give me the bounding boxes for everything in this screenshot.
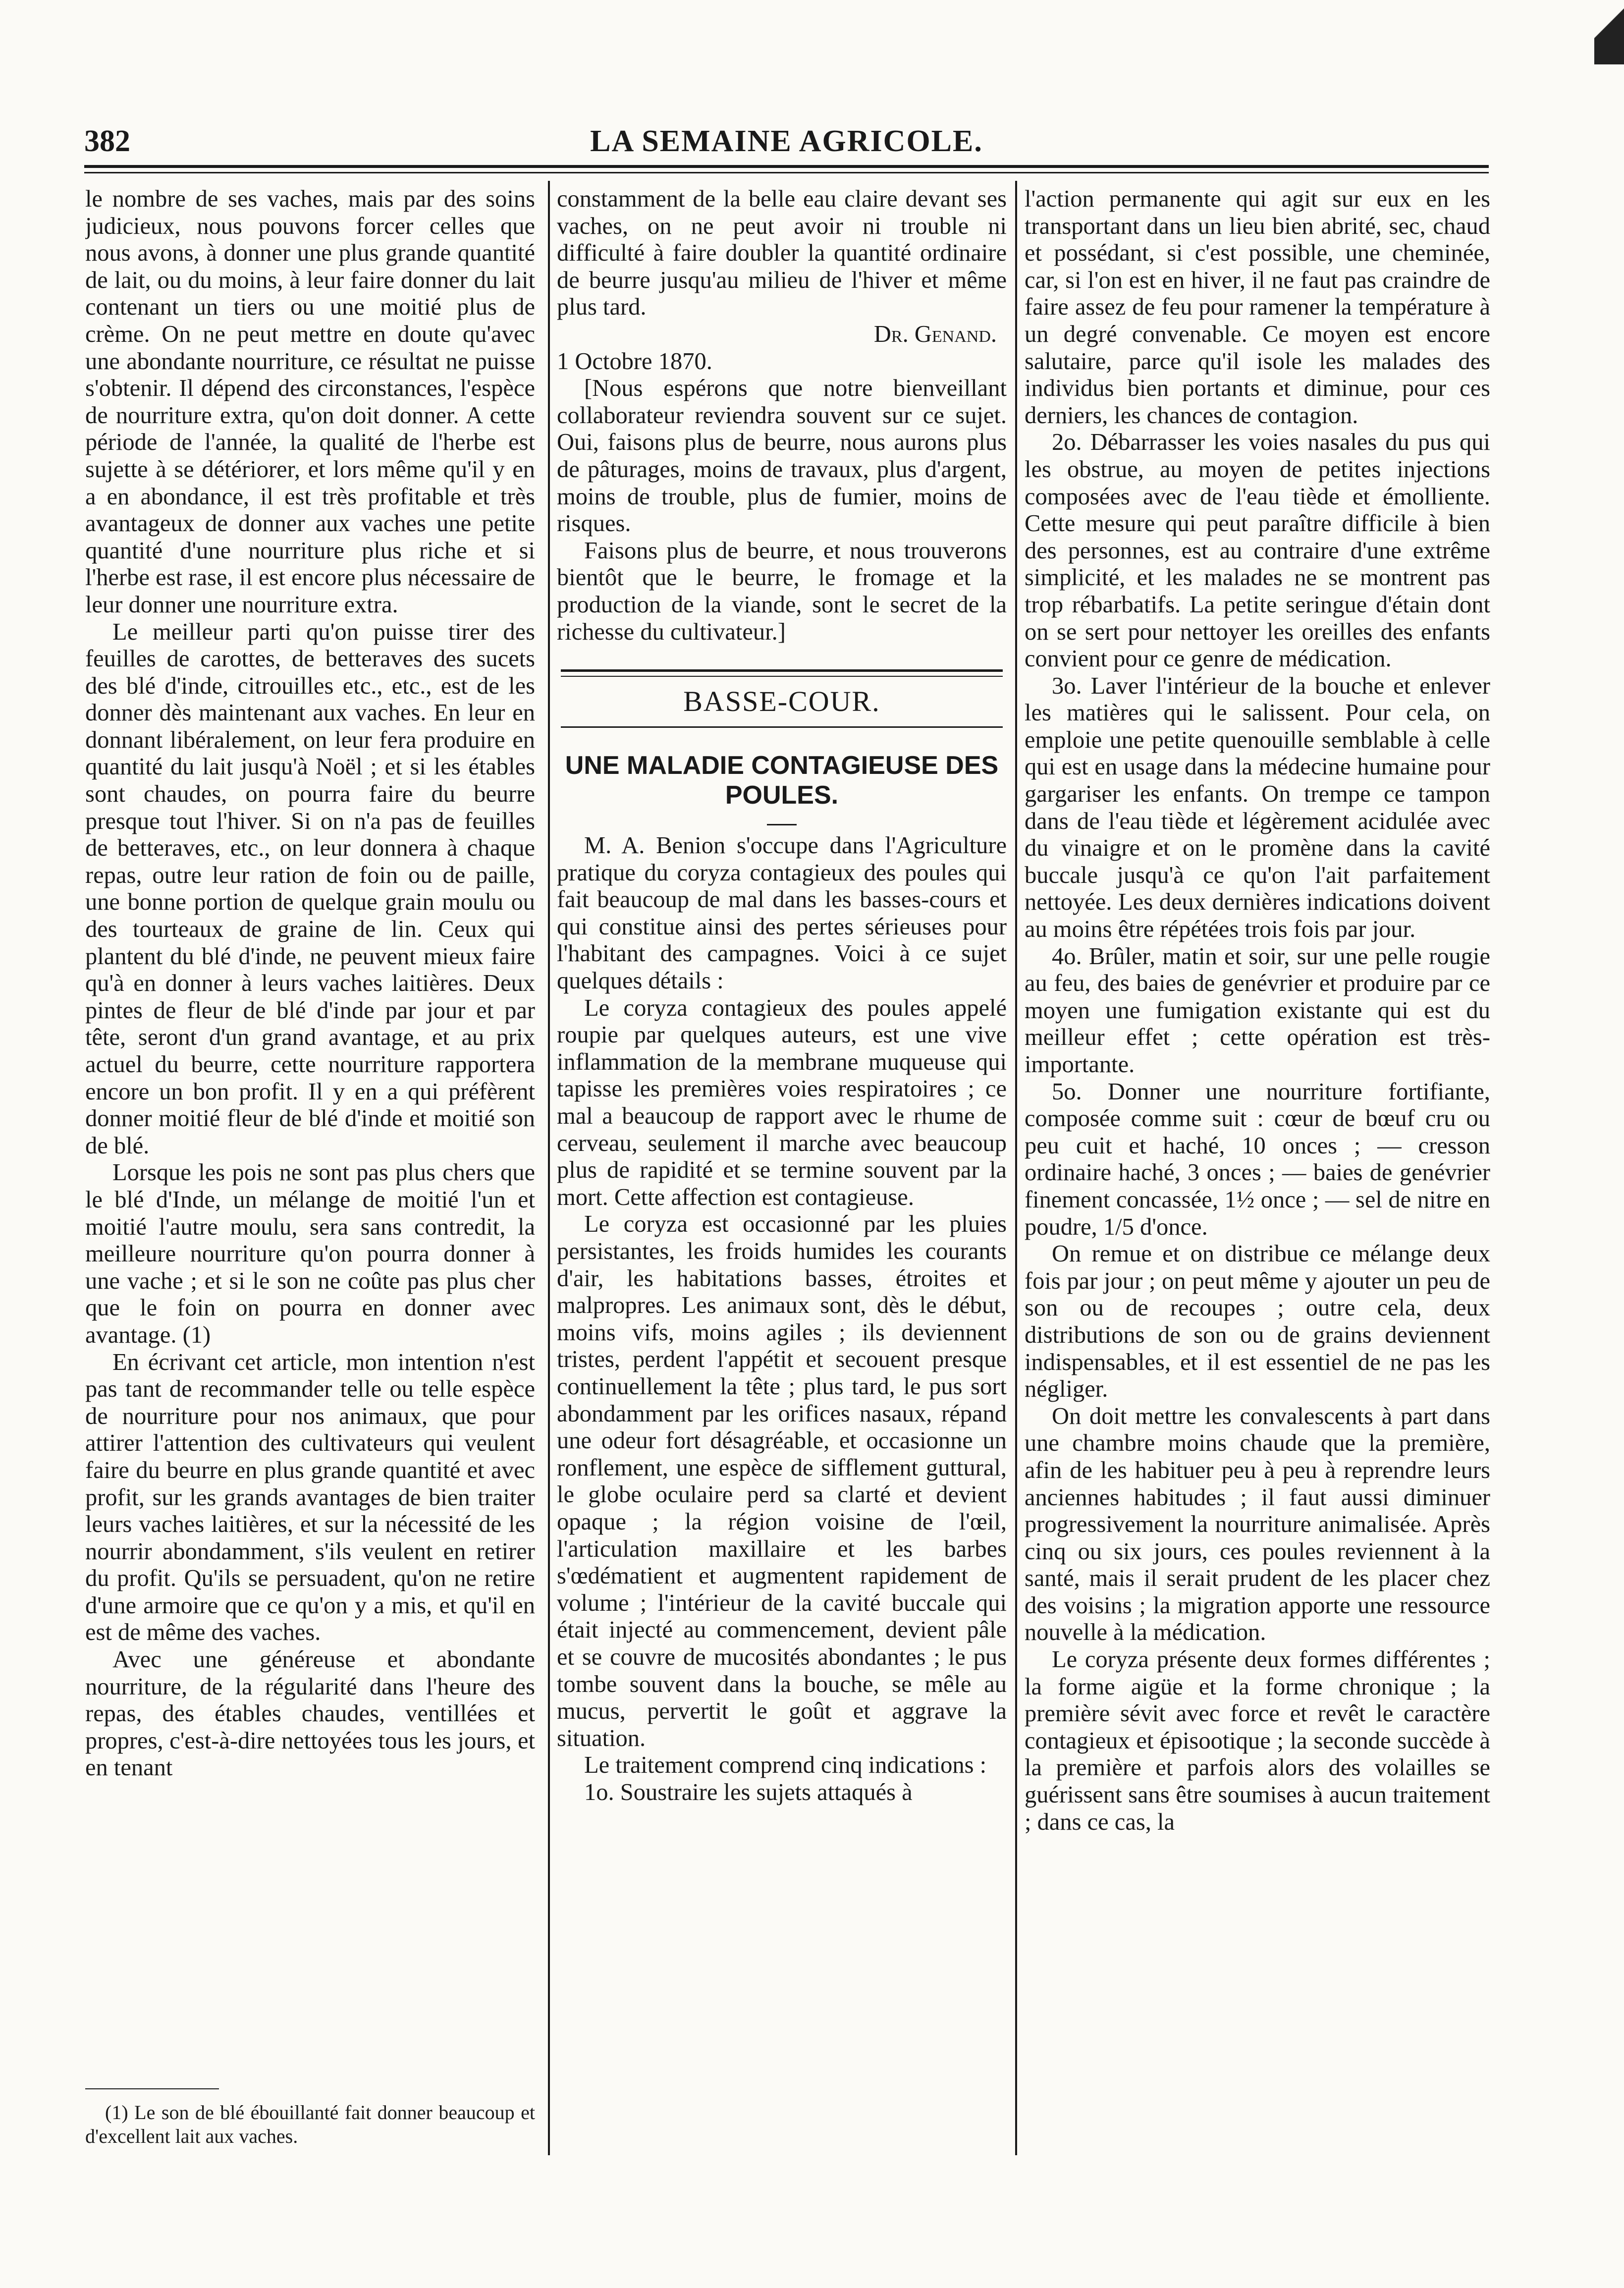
dateline: 1 Octobre 1870. — [557, 348, 712, 375]
author-signature: Dr. Genand. — [873, 321, 997, 347]
page-header — [84, 121, 1489, 161]
column-3 — [1025, 186, 1490, 2148]
page-corner-shadow — [1594, 0, 1624, 64]
paragraph: Faisons plus de beurre, et nous trouverons bientôt que le beurre, le fromage et la production de la viande, sont le secret de la richesse du cultivateur.] — [557, 537, 1007, 645]
title-dash — [767, 824, 797, 825]
section-title: BASSE-COUR. — [683, 685, 880, 718]
paragraph: Avec une généreuse et abondante nourriture, de la régularité dans l'heure des repas, des étables chaudes, ventillées et propres, c'est-à-dire nettoyées tous les jours, et en tenant — [85, 1646, 535, 1781]
header-rule — [84, 165, 1489, 168]
footnote-rule — [85, 2088, 219, 2089]
paragraph: constamment de la belle eau claire devant ses vaches, on ne peut avoir ni trouble ni difficulté à faire doubler la quantité ordinaire de beurre jusqu'au milieu de l'hiver et même plus tard. — [557, 186, 1007, 321]
paragraph: 2o. Débarrasser les voies nasales du pus qui les obstrue, au moyen de petites injections composées avec de l'eau tiède et émolliente. Cette mesure qui peut paraître difficile à bien des personnes, est au contraire d'une extrême simplicité, et les malades ne se montrent pas trop rébarbatifs. La petite seringue d'étain dont on se sert pour nettoyer les oreilles des enfants convient pour ce genre de médication. — [1025, 429, 1490, 672]
paragraph: 4o. Brûler, matin et soir, sur une pelle rougie au feu, des baies de genévrier et produire par ce moyen une fumigation existante qui est du meilleur effet ; cette opération est très-importante. — [1025, 943, 1490, 1078]
section-rule — [561, 726, 1003, 728]
paragraph: Le coryza présente deux formes différentes ; la forme aigüe et la forme chronique ; la première sévit avec force et revêt le caractère contagieux et épisootique ; la seconde succède à la première et parfois alors des volailles se guérissent sans être soumises à aucun traitement ; dans ce cas, la — [1025, 1646, 1490, 1835]
paragraph: le nombre de ses vaches, mais par des soins judicieux, nous pouvons forcer celles que nous avons, à donner une plus grande quantité de lait, ou du moins, à leur faire donner du lait contenant un tiers ou une moitié plus de crème. On ne peut mettre en doute qu'avec une abondante nourriture, ce résultat ne puisse s'obtenir. Il dépend des circonstances, l'espèce de nourriture extra, qu'on doit donner. A cette période de l'année, la qualité de l'herbe est sujette à se détériorer, et lors même qu'il y en a en abondance, il est très profitable et très avantageux de donner aux vaches une petite quantité d'une nourriture plus riche et si l'herbe est rase, il est encore plus nécessaire de leur donner une nourriture extra. — [85, 186, 535, 618]
paragraph: l'action permanente qui agit sur eux en les transportant dans un lieu bien abrité, sec, chaud et possédant, si c'est possible, une cheminée, car, si l'on est en hiver, il ne faut pas craindre de faire assez de feu pour ramener la température à un degré convenable. Ce moyen est encore salutaire, parce qu'il isole les malades des individus bien portants et diminue, pour ces derniers, les chances de contagion. — [1025, 186, 1490, 429]
page-number: 382 — [84, 124, 130, 158]
column-2 — [557, 186, 1007, 2148]
paragraph: Le meilleur parti qu'on puisse tirer des feuilles de carottes, de betteraves des sucets des blé d'inde, citrouilles etc., etc., est de les donner dès maintenant aux vaches. En leur en donnant libéralement, on leur fera produire en quantité du lait jusqu'à Noël ; et si les étables sont chaudes, on pourra faire du beurre presque tout l'hiver. Si on n'a pas de feuilles de betteraves, etc., on leur donnera à chaque repas, outre leur ration de foin ou de paille, une bonne portion de quelque grain moulu ou des tourteaux de graine de lin. Ceux qui plantent du blé d'inde, ne peuvent mieux faire qu'à en donner à leurs vaches laitières. Deux pintes de fleur de blé d'inde par jour et par tête, seront d'un grand avantage, et au prix actuel du beurre, cette nourriture rapportera encore un bon profit. Il y en a qui préfèrent donner moitié fleur de blé d'inde et moitié son de blé. — [85, 618, 535, 1159]
paragraph: On remue et on distribue ce mélange deux fois par jour ; on peut même y ajouter un peu de son ou de recoupes ; outre cela, deux distributions de son ou de grains deviennent indispensables, et il est essentiel de ne pas les négliger. — [1025, 1241, 1490, 1403]
column-divider — [1015, 181, 1017, 2155]
paragraph: 1o. Soustraire les sujets attaqués à — [584, 1779, 913, 1805]
paragraph: En écrivant cet article, mon intention n'est pas tant de recommander telle ou telle espèce de nourriture pour nos animaux, que pour attirer l'attention des cultivateurs qui veulent faire du beurre en plus grande quantité et avec profit, sur les grands avantages de bien traiter leurs vaches laitières, et sur la nécessité de les nourrir abondamment, s'ils veulent en retirer du profit. Qu'ils se persuadent, qu'on ne retire d'une armoire que ce qu'on y a mis, et qu'il en est de même des vaches. — [85, 1349, 535, 1646]
article-title: UNE MALADIE CONTAGIEUSE DES POULES. — [565, 751, 999, 810]
journal-title: LA SEMAINE AGRICOLE. — [590, 124, 983, 158]
footnote: (1) Le son de blé ébouillanté fait donner beaucoup et d'excellent lait aux vaches. — [85, 2101, 535, 2147]
paragraph: 5o. Donner une nourriture fortifiante, composée comme suit : cœur de bœuf cru ou peu cuit et haché, 10 onces ; — cresson ordinaire haché, 3 onces ; — baies de genévrier finement concassée, 1½ once ; — sel de nitre en poudre, 1/5 d'once. — [1025, 1078, 1490, 1240]
paragraph: 3o. Laver l'intérieur de la bouche et enlever les matières qui le salissent. Pour cela, on emploie une petite quenouille semblable à celle qui est en usage dans la médecine humaine pour gargariser les enfants. On trempe ce tampon dans de l'eau tiède et légèrement acidulée avec du vinaigre et on le promène dans la cavité buccale jusqu'à ce qu'on l'ait parfaitement nettoyée. Les deux dernières indications doivent au moins être répétées trois fois par jour. — [1025, 672, 1490, 943]
column-divider — [548, 181, 550, 2155]
section-rule — [561, 669, 1003, 672]
section-header — [557, 669, 1007, 728]
paragraph: [Nous espérons que notre bienveillant collaborateur reviendra souvent sur ce sujet. Oui, faisons plus de beurre, nous aurons plus de pâturages, moins de travaux, plus d'argent, moins de trouble, plus de fumier, moins de risques. — [557, 375, 1007, 537]
paragraph: M. A. Benion s'occupe dans l'Agriculture pratique du coryza contagieux des poules qui fait beaucoup de mal dans les basses-cours et qui constitue ainsi des pertes sérieuses pour l'habitant des campagnes. Voici à ce sujet quelques détails : — [557, 832, 1007, 994]
paragraph: On doit mettre les convalescents à part dans une chambre moins chaude que la première, afin de les habituer peu à peu à reprendre leurs anciennes habitudes ; il faut aussi diminuer progressivement la nourriture animalisée. Après cinq ou six jours, ces poules reviennent à la santé, mais il serait prudent de les placer chez des voisins ; la migration apporte une ressource nouvelle à la médication. — [1025, 1403, 1490, 1646]
paragraph: Le traitement comprend cinq indications : — [584, 1752, 987, 1779]
paragraph: Le coryza contagieux des poules appelé roupie par quelques auteurs, est une vive inflammation de la membrane muqueuse qui tapisse les premières voies respiratoires ; ce mal a beaucoup de rapport avec le rhume de cerveau, seulement il marche avec beaucoup plus de rapidité et se termine souvent par la mort. Cette affection est contagieuse. — [557, 994, 1007, 1210]
header-rule-thin — [84, 172, 1489, 173]
paragraph: Le coryza est occasionné par les pluies persistantes, les froids humides les courants d'air, les habitations basses, étroites et malpropres. Les animaux sont, dès le début, moins vifs, moins agiles ; ils deviennent tristes, perdent l'appétit et secouent presque continuellement la tête ; plus tard, le pus sort abondamment par les orifices nasaux, répand une odeur fort désagréable, et occasionne un ronflement, une espèce de sifflement guttural, le globe oculaire perd sa clarté et devient opaque ; la région voisine de l'œil, l'articulation maxillaire et les barbes s'œdématient et augmentent rapidement de volume ; l'intérieur de la cavité buccale qui était injecté au commencement, devient pâle et se couvre de mucosités abondantes ; le pus tombe souvent dans la bouche, se mêle au mucus, pervertit le goût et aggrave la situation. — [557, 1211, 1007, 1751]
paragraph: Lorsque les pois ne sont pas plus chers que le blé d'Inde, un mélange de moitié l'un et moitié l'autre moulu, sera sans contredit, la meilleure nourriture qu'on pourra donner à une vache ; et si le son ne coûte pas plus cher que le foin on pourra en donner avec avantage. (1) — [85, 1159, 535, 1348]
column-1 — [85, 186, 535, 2148]
